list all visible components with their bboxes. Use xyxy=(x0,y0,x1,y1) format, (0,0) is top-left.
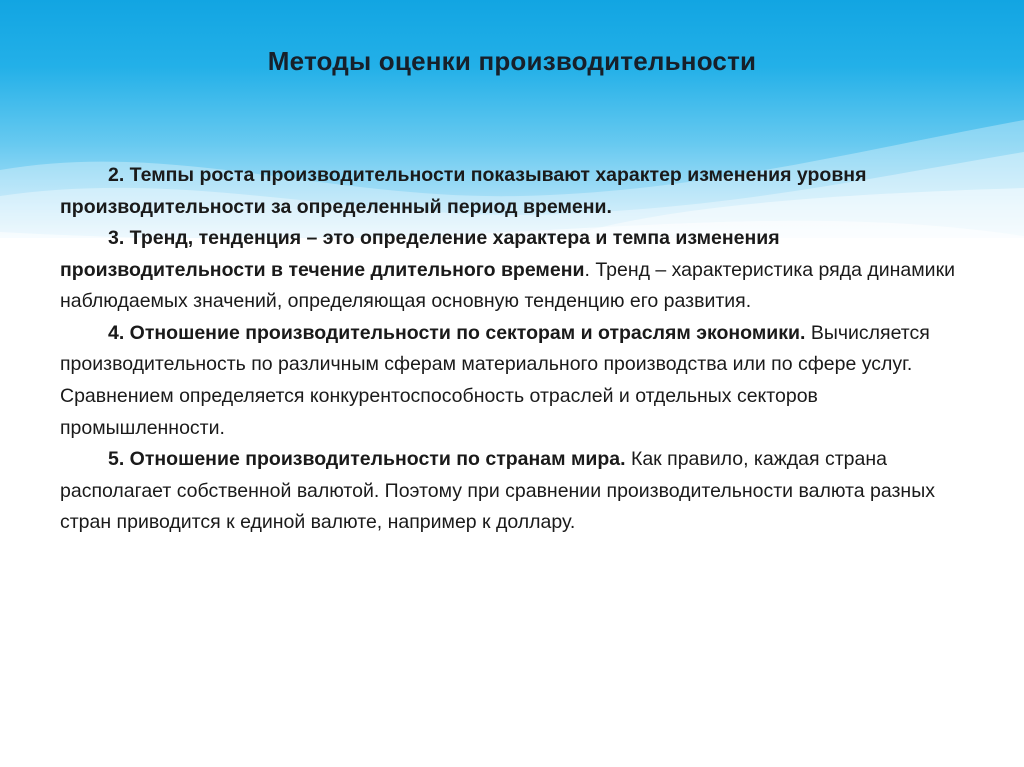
page-title: Методы оценки производительности xyxy=(267,46,757,76)
paragraph-run: . Тренд – характеристика ряда динамики наблюдаемых значений, определяющая основную тенденцию его развития. xyxy=(60,258,955,313)
paragraph-run: 3. Тренд, тенденция – это определение характера и темпа изменения производительности в течение длительного времени xyxy=(60,227,780,281)
paragraph-item-3 xyxy=(60,223,965,318)
paragraph-run: 5. Отношение производительности по странам мира. xyxy=(108,448,626,471)
slide-body xyxy=(60,160,965,539)
paragraph-item-5 xyxy=(60,444,965,539)
paragraph-item-4 xyxy=(60,318,965,444)
paragraph-run: 2. Темпы роста производительности показывают характер изменения уровня производительности за определенный период времени. xyxy=(60,164,867,218)
paragraph-item-2 xyxy=(60,160,965,223)
paragraph-run: Вычисляется производительность по различным сферам материального производства или по сфере услуг. Сравнением определяется конкурентоспособность отраслей и отдельных секторов промышленности. xyxy=(60,321,930,439)
paragraph-run: Как правило, каждая страна располагает собственной валютой. Поэтому при сравнении производительности валюта разных стран приводится к единой валюте, например к доллару. xyxy=(60,448,935,534)
paragraph-run: 4. Отношение производительности по секторам и отраслям экономики. xyxy=(108,321,806,344)
